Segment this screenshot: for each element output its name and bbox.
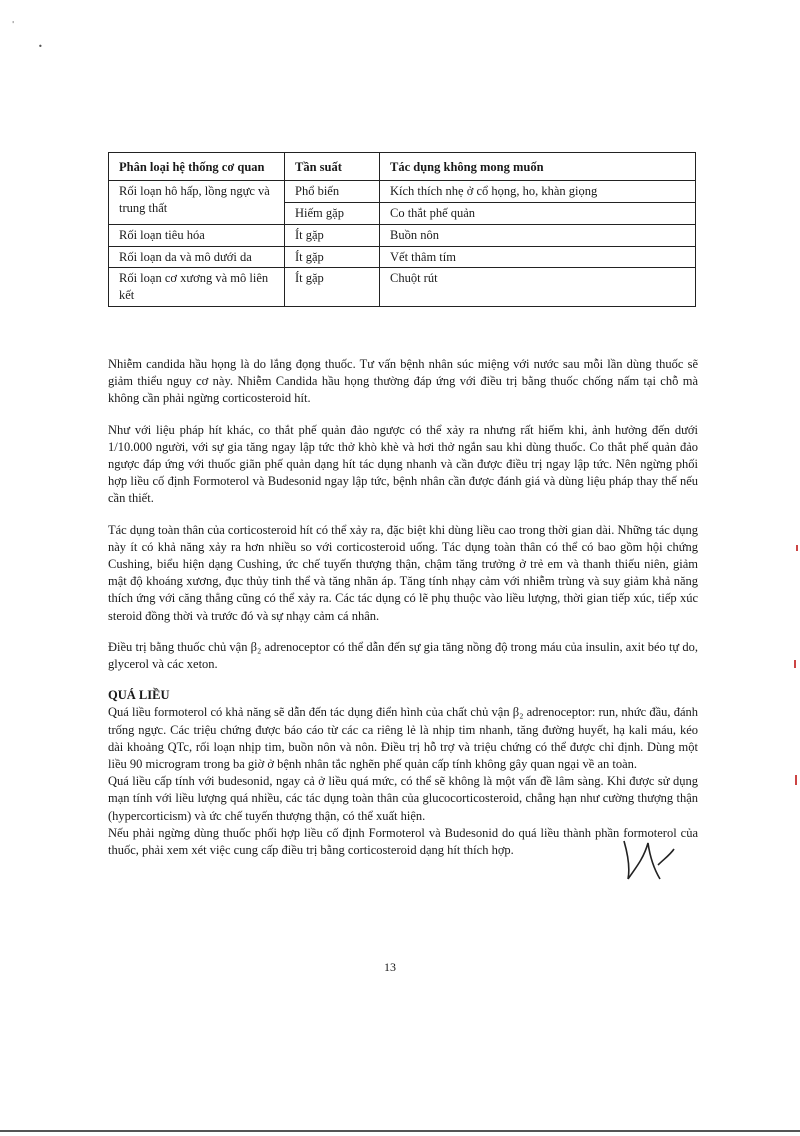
handwritten-initials-mark (618, 835, 678, 885)
cell-effect: Buồn nôn (380, 224, 696, 246)
page-number: 13 (384, 960, 396, 974)
cell-frequency: Ít gặp (285, 268, 380, 307)
cell-frequency: Hiếm gặp (285, 202, 380, 224)
scan-bottom-edge (0, 1130, 800, 1132)
header-effect: Tác dụng không mong muốn (380, 153, 696, 181)
header-system: Phân loại hệ thống cơ quan (109, 153, 285, 181)
cell-system: Rối loạn tiêu hóa (109, 224, 285, 246)
scan-speck: ' (12, 20, 15, 29)
paragraph-overdose-budesonide: Quá liều cấp tính với budesonid, ngay cả ở liều quá mức, có thể sẽ không là một vấn đề lâm sàng. Khi được sử dụng mạn tính với liều lượng quá nhiều, các tác dụng toàn thân của glucocorticosteroid, chẳng hạn như cường thượng thận (hypercorticism) và ức chế tuyến thượng thận, có thể xuất hiện. (108, 774, 698, 823)
cell-frequency: Ít gặp (285, 224, 380, 246)
margin-mark (796, 545, 798, 551)
paragraph-beta2-metabolic: Điều trị bằng thuốc chủ vận β₂ adrenoceptor có thể dẫn đến sự gia tăng nồng độ trong máu của insulin, axit béo tự do, glycerol và các xeton. (108, 639, 698, 672)
section-heading-overdose: QUÁ LIỀU (108, 688, 170, 703)
table-row (109, 224, 696, 246)
cell-frequency: Phổ biến (285, 180, 380, 202)
adverse-effects-table (108, 152, 696, 307)
paragraph-overdose-management: Nếu phải ngừng dùng thuốc phối hợp liều cố định Formoterol và Budesonid do quá liều thành phần formoterol của thuốc, phải xem xét việc cung cấp điều trị bằng corticosteroid dạng hít thích hợp. (108, 825, 698, 858)
cell-system: Rối loạn cơ xương và mô liên kết (109, 268, 285, 307)
paragraph-systemic-effects: Tác dụng toàn thân của corticosteroid hít có thể xảy ra, đặc biệt khi dùng liều cao trong thời gian dài. Những tác dụng này ít có khả năng xảy ra hơn nhiều so với corticosteroid uống. Tác dụng toàn thân có thể có bao gồm hội chứng Cushing, biểu hiện dạng Cushing, ức chế tuyến thượng thận, chậm tăng trưởng ở trẻ em và thanh thiếu niên, giảm mật độ khoáng xương, đục thủy tinh thể và tăng nhãn áp. Tăng tính nhạy cảm với nhiễm trùng và suy giảm khả năng thích ứng với căng thẳng cũng có thể xảy ra. Các tác dụng có lẽ phụ thuộc vào liều lượng, thời gian tiếp xúc, tiếp xúc steroid đồng thời và trước đó và sự nhạy cảm cá nhân. (108, 522, 698, 623)
cell-system: Rối loạn hô hấp, lồng ngực và trung thất (109, 180, 285, 224)
cell-frequency: Ít gặp (285, 246, 380, 268)
cell-system: Rối loạn da và mô dưới da (109, 246, 285, 268)
scan-speck: • (38, 42, 43, 51)
body-text (108, 356, 698, 859)
cell-effect: Co thắt phế quản (380, 202, 696, 224)
paragraph-candida: Nhiễm candida hầu họng là do lắng đọng thuốc. Tư vấn bệnh nhân súc miệng với nước sau mỗi lần dùng thuốc sẽ giảm thiểu nguy cơ này. Nhiễm Candida hầu họng thường đáp ứng với điều trị bằng thuốc chống nấm tại chỗ mà không cần phải ngừng corticosteroid hít. (108, 357, 698, 406)
table-header-row (109, 153, 696, 181)
cell-effect: Chuột rút (380, 268, 696, 307)
paragraph-overdose-formoterol: Quá liều formoterol có khả năng sẽ dẫn đến tác dụng điển hình của chất chủ vận β₂ adrenoceptor: run, nhức đầu, đánh trống ngực. Các triệu chứng được báo cáo từ các ca riêng lẻ là nhịp tim nhanh, tăng đường huyết, hạ kali máu, kéo dài khoảng QTc, rối loạn nhịp tim, buồn nôn và nôn. Điều trị hỗ trợ và triệu chứng có thể được chỉ định. Dùng một liều 90 microgram trong ba giờ ở bệnh nhân tắc nghẽn phế quản cấp tính không gây quan ngại về an toàn. (108, 705, 698, 772)
table-row (109, 180, 696, 202)
table-row (109, 246, 696, 268)
paragraph-bronchospasm: Như với liệu pháp hít khác, co thắt phế quản đảo ngược có thể xảy ra nhưng rất hiếm khi, ảnh hưởng đến dưới 1/10.000 người, với sự gia tăng ngay lập tức thở khò khè và hơi thở ngắn sau khi dùng thuốc. Co thắt phế quản đảo ngược đáp ứng với thuốc giãn phế quản dạng hít tác dụng nhanh và cần được điều trị ngay lập tức. Nên ngừng phối hợp liều cố định Formoterol và Budesonid ngay lập tức, bệnh nhân cần được đánh giá và dùng liệu pháp thay thế nếu cần thiết. (108, 422, 698, 506)
cell-effect: Vết thâm tím (380, 246, 696, 268)
margin-mark (794, 660, 796, 668)
margin-mark (795, 775, 797, 785)
table-row (109, 268, 696, 307)
header-frequency: Tần suất (285, 153, 380, 181)
cell-effect: Kích thích nhẹ ở cổ họng, ho, khàn giọng (380, 180, 696, 202)
